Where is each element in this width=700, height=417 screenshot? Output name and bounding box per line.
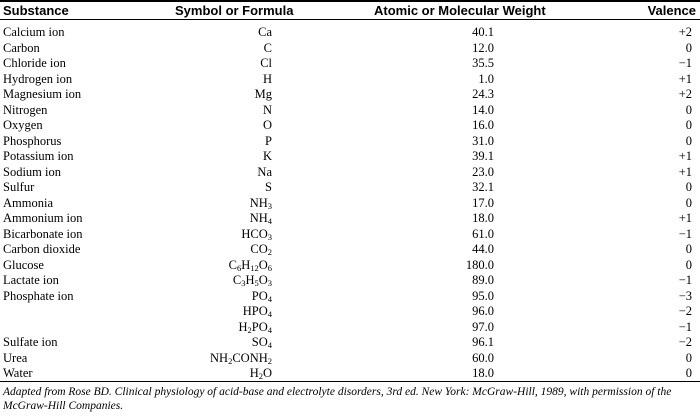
table-row (0, 335, 700, 351)
formula-subscript: 4 (267, 216, 272, 226)
substance-cell: Lactate ion (3, 273, 59, 287)
formula-element: H (238, 319, 248, 334)
formula-element: PO (251, 288, 268, 303)
weight-cell: 61.0 (472, 226, 494, 241)
substance-cell: Bicarbonate ion (3, 226, 83, 241)
weight-cell: 14.0 (472, 102, 494, 117)
formula-subscript: 4 (267, 324, 272, 335)
formula-cell (210, 351, 272, 367)
substance-cell: Sulfur (3, 180, 35, 194)
formula-cell (241, 227, 272, 243)
table-row (0, 227, 700, 243)
formula-element: K (262, 149, 272, 163)
valence-cell: −1 (678, 273, 692, 287)
formula-element: NH (249, 195, 268, 210)
weight-cell: 44.0 (472, 242, 494, 256)
weight-cell: 1.0 (478, 71, 494, 86)
table-top-rule (0, 0, 700, 2)
formula-subscript: 2 (267, 355, 272, 366)
substance-cell: Chloride ion (3, 56, 66, 70)
valence-cell: −3 (678, 288, 692, 303)
weight-cell: 96.1 (472, 335, 494, 349)
valence-cell: +1 (678, 211, 692, 225)
formula-element: C (228, 257, 237, 272)
table-row (0, 103, 700, 119)
formula-element: H (241, 257, 251, 272)
table-row (0, 56, 700, 72)
weight-cell: 95.0 (472, 288, 494, 303)
substance-cell: Urea (3, 350, 28, 365)
formula-subscript: 3 (267, 200, 272, 211)
substance-cell: Sodium ion (3, 164, 61, 179)
formula-cell (252, 289, 272, 305)
formula-cell (250, 366, 272, 382)
formula-subscript: 4 (267, 340, 272, 350)
formula-element: O (262, 366, 272, 380)
formula-element: SO (251, 335, 268, 349)
header-valence: Valence (647, 3, 696, 18)
weight-cell: 39.1 (472, 149, 494, 163)
header-rule (0, 19, 700, 20)
table-row (0, 242, 700, 258)
substance-cell: Calcium ion (3, 25, 65, 39)
formula-element: CONH (232, 350, 268, 365)
table-row (0, 87, 700, 103)
table-row (0, 366, 700, 382)
weight-cell: 35.5 (472, 56, 494, 70)
table-row (0, 134, 700, 150)
formula-cell (233, 273, 272, 289)
table-row (0, 25, 700, 41)
formula-cell (265, 134, 272, 150)
formula-element: O (262, 118, 272, 132)
formula-element: Na (257, 164, 272, 179)
table-row (0, 211, 700, 227)
formula-subscript: 2 (228, 355, 233, 366)
valence-cell: 0 (685, 180, 692, 194)
substance-cell: Magnesium ion (3, 87, 82, 101)
formula-subscript: 2 (247, 324, 252, 335)
formula-element: PO (251, 319, 268, 334)
substance-cell: Phosphate ion (3, 288, 74, 303)
weight-cell: 18.0 (472, 366, 494, 380)
table-row (0, 118, 700, 134)
formula-subscript: 4 (267, 293, 272, 304)
formula-cell (263, 118, 272, 134)
formula-element: O (258, 257, 268, 272)
valence-cell: −2 (678, 304, 692, 318)
table-row (0, 304, 700, 320)
formula-cell (250, 242, 272, 258)
valence-cell: −2 (678, 335, 692, 349)
formula-subscript: 5 (254, 278, 259, 288)
valence-cell: +1 (678, 164, 692, 179)
table-body (0, 25, 700, 382)
formula-cell (263, 103, 272, 119)
formula-element: HPO (242, 304, 268, 318)
formula-element: NH (210, 350, 229, 365)
substance-cell: Water (3, 366, 33, 380)
substance-cell: Nitrogen (3, 102, 48, 117)
formula-subscript: 3 (267, 231, 272, 242)
weight-cell: 24.3 (472, 87, 494, 101)
table-row (0, 320, 700, 336)
table-row (0, 273, 700, 289)
valence-cell: 0 (685, 118, 692, 132)
table-row (0, 196, 700, 212)
valence-cell: +1 (678, 71, 692, 86)
table-row (0, 351, 700, 367)
formula-cell (238, 320, 272, 336)
weight-cell: 12.0 (472, 40, 494, 55)
formula-subscript: 12 (250, 262, 259, 273)
weight-cell: 31.0 (472, 133, 494, 148)
valence-cell: 0 (685, 350, 692, 365)
formula-element: C (263, 40, 272, 55)
formula-subscript: 2 (258, 371, 263, 381)
valence-cell: +2 (678, 87, 692, 101)
substance-cell: Ammonia (3, 195, 53, 210)
valence-cell: 0 (685, 242, 692, 256)
formula-cell (264, 41, 272, 57)
formula-cell (229, 258, 272, 274)
weight-cell: 40.1 (472, 25, 494, 39)
formula-element: Ca (258, 25, 272, 39)
formula-element: H (262, 71, 272, 86)
weight-cell: 23.0 (472, 164, 494, 179)
substance-cell: Sulfate ion (3, 335, 58, 349)
table-row (0, 180, 700, 196)
substance-cell: Hydrogen ion (3, 71, 73, 86)
formula-subscript: 4 (267, 309, 272, 319)
formula-element: C (232, 273, 242, 287)
formula-cell (265, 180, 272, 196)
table-row (0, 41, 700, 57)
table-bottom-rule (0, 381, 700, 382)
weight-cell: 32.1 (472, 180, 494, 194)
formula-element: NH (249, 211, 268, 225)
header-substance: Substance (3, 3, 69, 18)
formula-subscript: 3 (267, 278, 272, 288)
formula-element: P (265, 133, 272, 148)
source-footnote: Adapted from Rose BD. Clinical physiology of acid-base and electrolyte disorders, 3rd ed. New York: McGraw-Hill, 1989, with permission of the McGraw-Hill Companies. (3, 386, 672, 412)
substance-cell: Carbon (3, 40, 40, 55)
valence-cell: +1 (678, 149, 692, 163)
weight-cell: 60.0 (472, 350, 494, 365)
formula-subscript: 3 (241, 278, 246, 288)
valence-cell: 0 (685, 102, 692, 117)
weight-cell: 18.0 (472, 211, 494, 225)
valence-cell: −1 (678, 56, 692, 70)
substance-cell: Oxygen (3, 118, 43, 132)
formula-element: H (249, 366, 259, 380)
table-row (0, 289, 700, 305)
formula-subscript: 6 (236, 262, 242, 273)
formula-subscript: 2 (267, 247, 272, 257)
formula-element: CO (250, 242, 268, 256)
formula-cell (250, 196, 272, 212)
substance-cell: Carbon dioxide (3, 242, 81, 256)
formula-element: Cl (260, 56, 272, 70)
formula-element: O (258, 273, 268, 287)
valence-cell: +2 (678, 25, 692, 39)
formula-cell (255, 87, 272, 103)
formula-cell (250, 211, 272, 227)
substance-cell: Potassium ion (3, 149, 74, 163)
valence-cell: 0 (685, 133, 692, 148)
table-row (0, 72, 700, 88)
formula-cell (252, 335, 272, 351)
weight-cell: 89.0 (472, 273, 494, 287)
formula-cell (257, 165, 272, 181)
formula-cell (263, 72, 272, 88)
formula-cell (243, 304, 272, 320)
weight-cell: 96.0 (472, 304, 494, 318)
weight-cell: 97.0 (472, 319, 494, 334)
formula-element: S (265, 180, 272, 194)
formula-element: N (262, 102, 272, 117)
weight-cell: 16.0 (472, 118, 494, 132)
formula-cell (258, 25, 272, 41)
valence-cell: 0 (685, 40, 692, 55)
valence-cell: 0 (685, 257, 692, 272)
header-weight: Atomic or Molecular Weight (374, 3, 546, 18)
table-row (0, 149, 700, 165)
formula-element: HCO (241, 226, 268, 241)
valence-cell: 0 (685, 195, 692, 210)
substance-cell: Ammonium ion (3, 211, 83, 225)
formula-element: H (245, 273, 255, 287)
formula-element: Mg (254, 87, 272, 101)
header-symbol: Symbol or Formula (175, 3, 294, 18)
valence-cell: 0 (685, 366, 692, 380)
formula-cell (260, 56, 272, 72)
formula-subscript: 6 (267, 262, 272, 273)
substance-cell: Phosphorus (3, 133, 62, 148)
weight-cell: 180.0 (465, 257, 494, 272)
weight-cell: 17.0 (472, 195, 494, 210)
table-row (0, 258, 700, 274)
table-row (0, 165, 700, 181)
formula-cell (263, 149, 272, 165)
valence-cell: −1 (678, 226, 692, 241)
valence-cell: −1 (678, 319, 692, 334)
substance-cell: Glucose (3, 257, 44, 272)
